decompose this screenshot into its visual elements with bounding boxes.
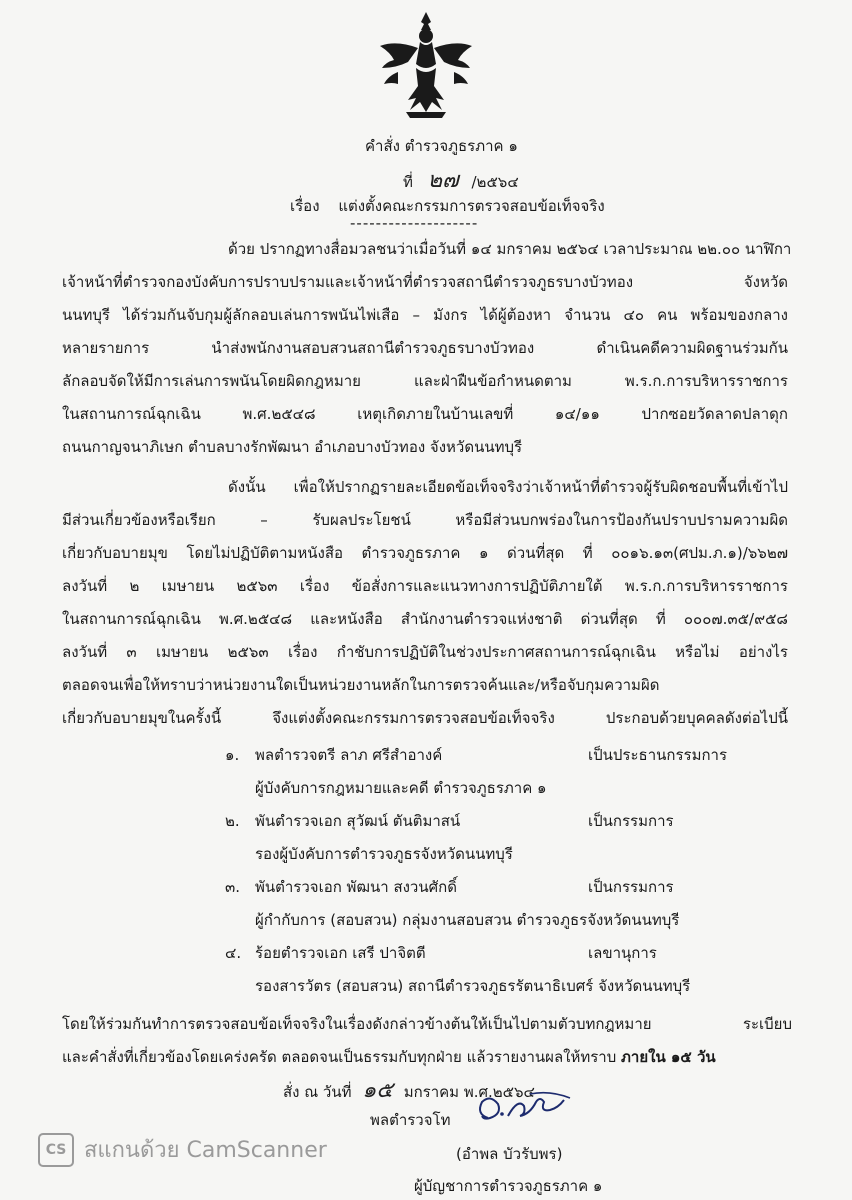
paragraph-2-line: เกี่ยวกับอบายมุข โดยไม่ปฏิบัติตามหนังสือ ตำรวจภูธรภาค ๑ ด่วนที่สุด ที่ ๐๐๑๖.๑๓(ศปม.ภ.๑)/๖๖๒๗ xyxy=(62,544,788,562)
paragraph-1-line: นนทบุรี ได้ร่วมกันจับกุมผู้ลักลอบเล่นการพนันไพ่เสือ – มังกร ได้ผู้ต้องหา จำนวน ๔๐ คน พร้อมของกลาง xyxy=(62,306,788,324)
closing-deadline: ภายใน ๑๕ วัน xyxy=(621,1048,716,1066)
paragraph-2-line: ตลอดจนเพื่อให้ทราบว่าหน่วยงานใดเป็นหน่วยงานหลักในการตรวจค้นและ/หรือจับกุมความผิด xyxy=(62,676,660,694)
subject-text: แต่งตั้งคณะกรรมการตรวจสอบข้อเท็จจริง xyxy=(338,197,605,215)
member-name: พลตำรวจตรี ลาภ ศรีสำอางค์ xyxy=(255,746,443,764)
member-number: ๔. xyxy=(225,944,242,962)
member-position: รองผู้บังคับการตำรวจภูธรจังหวัดนนทบุรี xyxy=(255,845,513,863)
ordered-month-year: มกราคม พ.ศ.๒๕๖๔ xyxy=(403,1083,535,1101)
subject-label: เรื่อง xyxy=(290,197,320,215)
signer-title: ผู้บัญชาการตำรวจภูธรภาค ๑ xyxy=(414,1177,603,1195)
member-number: ๑. xyxy=(225,746,240,764)
order-number xyxy=(403,162,519,197)
camscanner-watermark xyxy=(38,1132,327,1167)
paragraph-2-line: ลงวันที่ ๓ เมษายน ๒๕๖๓ เรื่อง กำชับการปฏิบัติในช่วงประกาศสถานการณ์ฉุกเฉิน หรือไม่ อย่างไร xyxy=(62,643,788,661)
member-number: ๒. xyxy=(225,812,240,830)
paragraph-2-line: ลงวันที่ ๒ เมษายน ๒๕๖๓ เรื่อง ข้อสั่งการและแนวทางการปฏิบัติภายใต้ พ.ร.ก.การบริหารราชการ xyxy=(62,577,788,595)
member-name: พันตำรวจเอก พัฒนา สงวนศักดิ์ xyxy=(255,878,457,896)
paragraph-1-line: ลักลอบจัดให้มีการเล่นการพนันโดยผิดกฎหมาย และฝ่าฝืนข้อกำหนดตาม พ.ร.ก.การบริหารราชการ xyxy=(62,372,788,390)
paragraph-1-line: ถนนกาญจนาภิเษก ตำบลบางรักพัฒนา อำเภอบางบัวทอง จังหวัดนนทบุรี xyxy=(62,438,523,456)
order-number-prefix: ที่ xyxy=(403,173,413,191)
member-name: ร้อยตำรวจเอก เสรี ปาจิตตี xyxy=(255,944,426,962)
paragraph-1-line: เจ้าหน้าที่ตำรวจกองบังคับการปราบปรามและเจ้าหน้าที่ตำรวจสถานีตำรวจภูธรบางบัวทอง จังหวัด xyxy=(62,273,788,291)
closing-text: และคำสั่งที่เกี่ยวข้องโดยเคร่งครัด ตลอดจนเป็นธรรมกับทุกฝ่าย แล้วรายงานผลให้ทราบ xyxy=(62,1048,622,1066)
ordered-prefix: สั่ง ณ วันที่ xyxy=(283,1083,352,1101)
member-role: เป็นกรรมการ xyxy=(588,812,674,830)
signature-icon xyxy=(470,1088,580,1132)
member-number: ๓. xyxy=(225,878,241,896)
ordered-day-handwritten: ๑๕ xyxy=(362,1078,393,1103)
order-title: คำสั่ง ตำรวจภูธรภาค ๑ xyxy=(365,137,518,155)
member-position: รองสารวัตร (สอบสวน) สถานีตำรวจภูธรรัตนาธิเบศร์ จังหวัดนนทบุรี xyxy=(255,977,691,995)
camscanner-text: สแกนด้วย CamScanner xyxy=(84,1138,327,1163)
member-position: ผู้กำกับการ (สอบสวน) กลุ่มงานสอบสวน ตำรวจภูธรจังหวัดนนทบุรี xyxy=(255,911,680,929)
member-role: เลขานุการ xyxy=(588,944,657,962)
member-name: พันตำรวจเอก สุวัฒน์ ตันติมาสน์ xyxy=(255,812,461,830)
garuda-emblem-icon xyxy=(376,8,476,126)
header-divider: -------------------- xyxy=(350,214,479,232)
paragraph-2-line: มีส่วนเกี่ยวข้องหรือเรียก – รับผลประโยชน์ หรือมีส่วนบกพร่องในการป้องกันปราบปรามความผิด xyxy=(62,511,788,529)
member-position: ผู้บังคับการกฎหมายและคดี ตำรวจภูธรภาค ๑ xyxy=(255,779,547,797)
paragraph-1-line: หลายรายการ นำส่งพนักงานสอบสวนสถานีตำรวจภูธรบางบัวทอง ดำเนินคดีความผิดฐานร่วมกัน xyxy=(62,339,788,357)
paragraph-2-line: ในสถานการณ์ฉุกเฉิน พ.ศ.๒๕๔๘ และหนังสือ สำนักงานตำรวจแห่งชาติ ด่วนที่สุด ที่ ๐๐๐๗.๓๕/๙๕๘ xyxy=(62,610,788,628)
signer-name: (อำพล บัวรับพร) xyxy=(456,1145,563,1163)
closing-line-1: โดยให้ร่วมกันทำการตรวจสอบข้อเท็จจริงในเรื่องดังกล่าวข้างต้นให้เป็นไปตามตัวบทกฎหมาย ระเบียบ xyxy=(62,1015,792,1033)
order-number-handwritten: ๒๗ xyxy=(427,168,459,193)
order-number-year: /๒๕๖๔ xyxy=(471,173,519,191)
paragraph-2-line: ดังนั้น เพื่อให้ปรากฏรายละเอียดข้อเท็จจริงว่าเจ้าหน้าที่ตำรวจผู้รับผิดชอบพื้นที่เข้าไป xyxy=(228,478,788,496)
member-role: เป็นประธานกรรมการ xyxy=(588,746,728,764)
paragraph-2-line: เกี่ยวกับอบายมุขในครั้งนี้ จึงแต่งตั้งคณะกรรมการตรวจสอบข้อเท็จจริง ประกอบด้วยบุคคลดังต่อไปนี้ xyxy=(62,709,788,727)
closing-line-2 xyxy=(62,1045,716,1069)
paragraph-1-line: ในสถานการณ์ฉุกเฉิน พ.ศ.๒๕๔๘ เหตุเกิดภายในบ้านเลขที่ ๑๔/๑๑ ปากซอยวัดลาดปลาดุก xyxy=(62,405,788,423)
paragraph-1-line: ด้วย ปรากฏทางสื่อมวลชนว่าเมื่อวันที่ ๑๔ มกราคม ๒๕๖๔ เวลาประมาณ ๒๒.๐๐ นาฬิกา xyxy=(228,240,792,258)
camscanner-logo-icon: CS xyxy=(38,1133,74,1167)
member-role: เป็นกรรมการ xyxy=(588,878,674,896)
signer-rank: พลตำรวจโท xyxy=(370,1111,451,1129)
